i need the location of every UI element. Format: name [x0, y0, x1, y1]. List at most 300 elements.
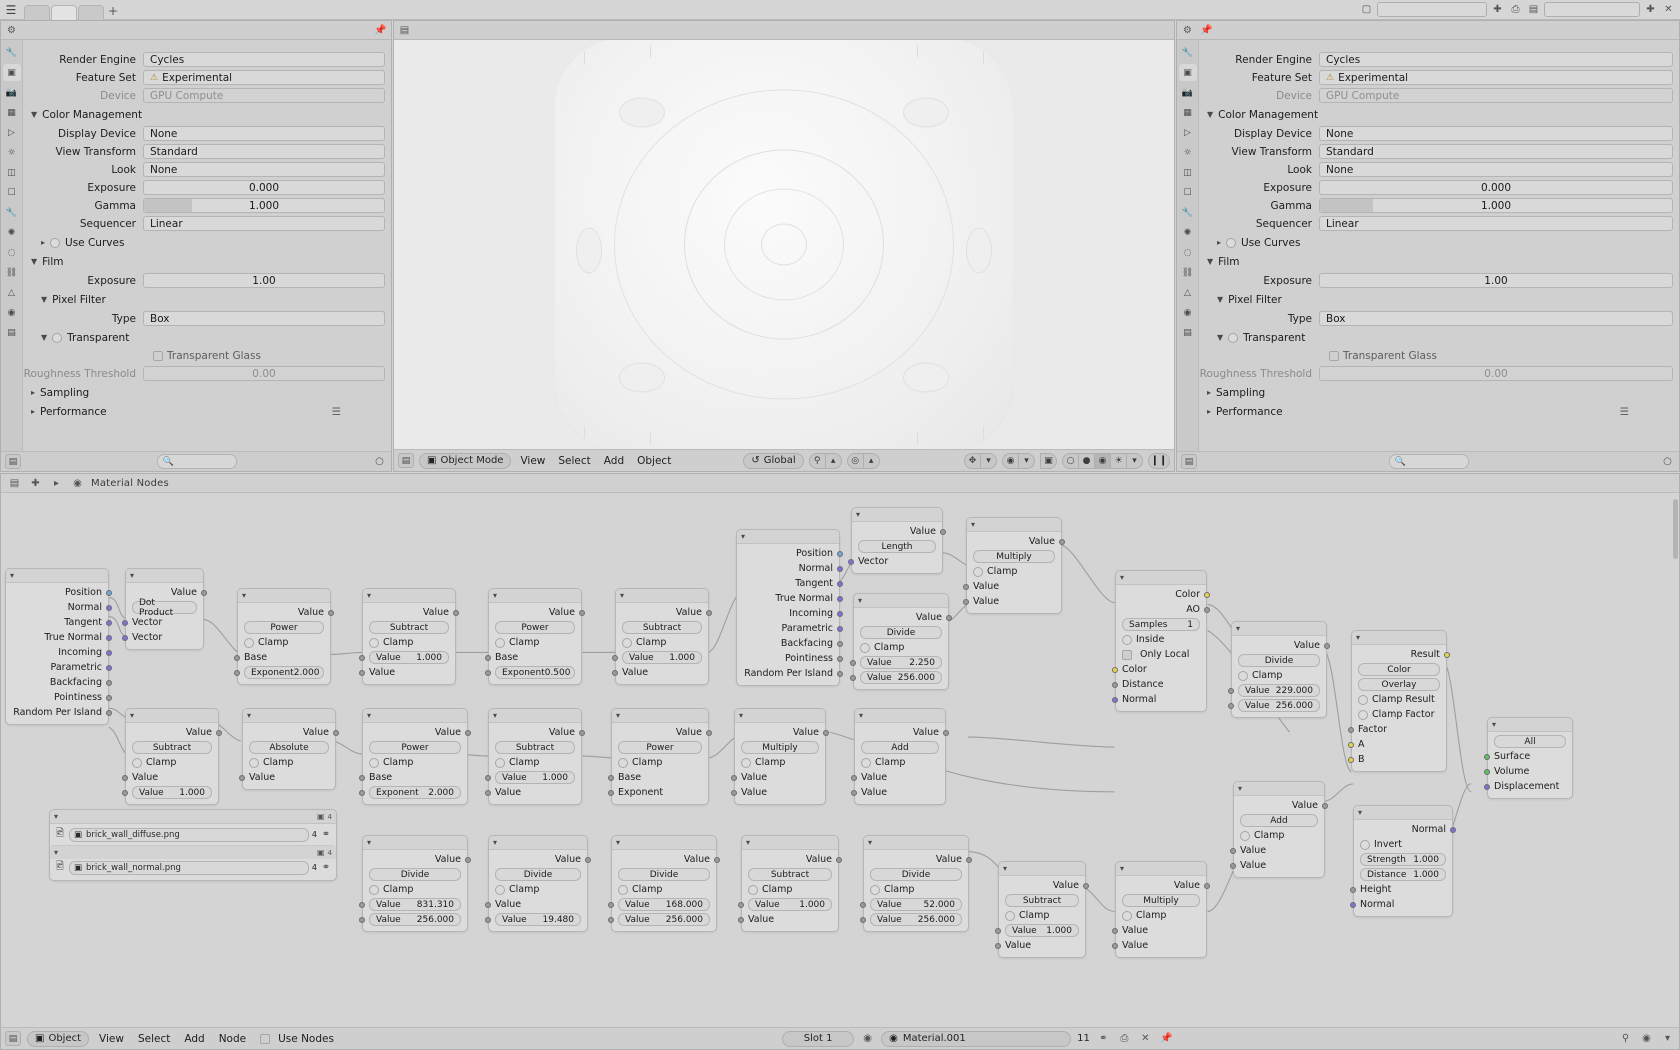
socket-value-2[interactable]: Value 256.000 — [864, 912, 968, 927]
socket-result-out[interactable]: Result — [1352, 647, 1446, 662]
node-math-subtract-6[interactable] — [998, 861, 1086, 958]
socket-value-out[interactable]: Value — [735, 725, 825, 740]
socket-dot[interactable] — [239, 775, 245, 781]
socket-dot[interactable] — [106, 590, 112, 596]
shading-dropdown-icon[interactable]: ▾ — [1126, 453, 1143, 469]
mode-selector[interactable] — [419, 453, 511, 469]
node-header[interactable] — [852, 508, 942, 522]
node-header[interactable] — [126, 569, 203, 583]
image-row-2[interactable] — [50, 859, 336, 876]
socket-value-2[interactable]: Value — [616, 665, 708, 680]
node-header[interactable] — [1232, 622, 1326, 636]
new-viewlayer-icon[interactable]: ✚ — [1646, 4, 1655, 15]
socket-dot[interactable] — [122, 635, 128, 641]
socket-true-normal[interactable]: True Normal — [737, 591, 839, 606]
socket-normal[interactable]: Normal — [737, 561, 839, 576]
film-exposure-field[interactable]: 1.00 — [143, 273, 385, 288]
view-transform-dropdown[interactable]: Standard — [1319, 144, 1673, 159]
clamp-checkbox-row[interactable]: Clamp — [612, 882, 716, 897]
clamp-checkbox[interactable] — [1005, 911, 1015, 921]
socket-dot[interactable] — [106, 635, 112, 641]
clamp-checkbox[interactable] — [1238, 671, 1248, 681]
editor-type-icon[interactable]: ▤ — [9, 477, 20, 489]
tab-particles[interactable]: ✺ — [7, 227, 16, 238]
socket-dot[interactable] — [106, 680, 112, 686]
socket-vector-2[interactable]: Vector — [126, 630, 203, 645]
clamp-checkbox[interactable] — [741, 758, 751, 768]
menu-select[interactable]: Select — [137, 1032, 171, 1045]
socket-dot[interactable] — [1484, 784, 1490, 790]
clamp-checkbox[interactable] — [244, 638, 254, 648]
display-device-dropdown[interactable]: None — [1319, 126, 1673, 141]
node-header[interactable] — [612, 709, 708, 723]
material-preview-icon[interactable]: ◉ — [1094, 453, 1111, 469]
view-transform-dropdown[interactable]: Standard — [143, 144, 385, 159]
clamp-checkbox-row[interactable]: Clamp — [363, 882, 467, 897]
clamp-checkbox[interactable] — [870, 885, 880, 895]
socket-dot[interactable] — [359, 790, 365, 796]
clamp-checkbox-row[interactable]: Clamp — [742, 882, 838, 897]
editor-type-icon[interactable]: ▤ — [1181, 454, 1197, 469]
socket-dot[interactable] — [823, 730, 829, 736]
feature-set-dropdown[interactable] — [1319, 70, 1673, 85]
look-dropdown[interactable]: None — [143, 162, 385, 177]
clamp-checkbox[interactable] — [973, 567, 983, 577]
operation-dropdown[interactable]: Divide — [612, 867, 716, 882]
socket-position[interactable]: Position — [737, 546, 839, 561]
socket-dot[interactable] — [850, 660, 856, 666]
socket-surface[interactable]: Surface — [1488, 749, 1572, 764]
socket-value-1[interactable]: Value 52.000 — [864, 897, 968, 912]
tab-object[interactable]: ☐ — [1183, 187, 1192, 198]
socket-a[interactable]: A — [1352, 737, 1446, 752]
socket-value-out[interactable]: Value — [238, 605, 330, 620]
clamp-checkbox[interactable] — [1240, 831, 1250, 841]
socket-value-1[interactable]: Value — [967, 579, 1061, 594]
clamp-checkbox-row[interactable]: Clamp — [864, 882, 968, 897]
tab-scene[interactable]: ▷ — [8, 127, 15, 138]
clamp-checkbox[interactable] — [1122, 911, 1132, 921]
node-header[interactable] — [612, 836, 716, 850]
overlay-dropdown-icon[interactable]: ▾ — [1018, 453, 1035, 469]
socket-value-out[interactable]: Value — [742, 852, 838, 867]
roughness-threshold-field[interactable]: 0.00 — [1319, 366, 1673, 381]
socket-dot[interactable] — [216, 730, 222, 736]
socket-dot[interactable] — [359, 917, 365, 923]
socket-backfacing[interactable]: Backfacing — [6, 675, 108, 690]
socket-value-2[interactable]: Value — [735, 785, 825, 800]
socket-value-2[interactable]: Value — [1116, 938, 1206, 953]
panel-color-management[interactable] — [1199, 105, 1679, 124]
options-icon[interactable]: ☰ — [331, 405, 341, 418]
tab-modifiers[interactable]: 🔧 — [5, 207, 18, 218]
socket-dot[interactable] — [1450, 827, 1456, 833]
socket-value-1[interactable]: Value 1.000 — [742, 897, 838, 912]
node-math-subtract-5[interactable] — [741, 835, 839, 932]
socket-dot[interactable] — [995, 943, 1001, 949]
clamp-checkbox[interactable] — [369, 885, 379, 895]
wireframe-icon[interactable]: ○ — [1062, 453, 1079, 469]
socket-dot[interactable] — [731, 775, 737, 781]
tab-constraints[interactable]: ⛓ — [5, 267, 18, 278]
operation-dropdown[interactable]: Absolute — [243, 740, 335, 755]
clamp-checkbox[interactable] — [369, 638, 379, 648]
socket-true-normal[interactable]: True Normal — [6, 630, 108, 645]
operation-dropdown[interactable]: Subtract — [616, 620, 708, 635]
node-math-divide-4[interactable] — [863, 835, 969, 932]
node-math-power-2[interactable] — [488, 588, 582, 685]
transparent-glass-checkbox[interactable] — [1329, 351, 1339, 361]
node-math-absolute[interactable] — [242, 708, 336, 790]
socket-value-2[interactable]: Value — [363, 665, 455, 680]
filter-type-dropdown[interactable]: Box — [143, 311, 385, 326]
node-math-subtract-1[interactable] — [362, 588, 456, 685]
socket-dot[interactable] — [106, 695, 112, 701]
clamp-factor-row[interactable]: Clamp Factor — [1352, 707, 1446, 722]
socket-dot[interactable] — [837, 566, 843, 572]
socket-b[interactable]: B — [1352, 752, 1446, 767]
socket-dot[interactable] — [579, 730, 585, 736]
node-subheader[interactable] — [50, 845, 336, 859]
node-header[interactable] — [50, 810, 336, 824]
socket-dot[interactable] — [485, 790, 491, 796]
socket-incoming[interactable]: Incoming — [6, 645, 108, 660]
tab-output[interactable]: 📷 — [1181, 87, 1194, 98]
panel-color-management[interactable] — [23, 105, 391, 124]
socket-value-2[interactable]: Value — [1234, 858, 1324, 873]
operation-dropdown[interactable]: Multiply — [735, 740, 825, 755]
socket-tangent[interactable]: Tangent — [6, 615, 108, 630]
gizmo-icon[interactable]: ✥ — [964, 453, 981, 469]
panel-sampling[interactable] — [1199, 383, 1679, 402]
scene-field[interactable] — [1377, 2, 1487, 17]
socket-displacement[interactable]: Displacement — [1488, 779, 1572, 794]
operation-dropdown[interactable]: Subtract — [363, 620, 455, 635]
socket-volume[interactable]: Volume — [1488, 764, 1572, 779]
snap-icon[interactable]: ⚲ — [1621, 1033, 1630, 1044]
node-math-divide-5[interactable] — [853, 593, 949, 690]
socket-dot[interactable] — [485, 775, 491, 781]
clamp-checkbox-row[interactable]: Clamp — [855, 755, 945, 770]
clamp-checkbox[interactable] — [861, 758, 871, 768]
socket-dot[interactable] — [453, 610, 459, 616]
image-browse-icon[interactable]: ▣ — [316, 812, 325, 821]
socket-value-out[interactable]: Value — [1234, 798, 1324, 813]
socket-tangent[interactable]: Tangent — [737, 576, 839, 591]
socket-dot[interactable] — [333, 730, 339, 736]
socket-dot[interactable] — [612, 670, 618, 676]
node-header[interactable] — [1352, 631, 1446, 645]
tab-physics[interactable]: ◌ — [7, 247, 16, 258]
editor-type-icon[interactable]: ▤ — [399, 24, 410, 36]
clamp-checkbox-row[interactable]: Clamp — [616, 635, 708, 650]
node-header[interactable] — [616, 589, 708, 603]
gamma-slider[interactable] — [1319, 198, 1673, 213]
tab-collection[interactable]: ◫ — [1183, 167, 1192, 178]
panel-use-curves[interactable] — [1199, 233, 1679, 252]
collapse-icon[interactable]: ○ — [1663, 456, 1672, 467]
use-nodes-checkbox[interactable] — [260, 1034, 270, 1044]
socket-dot[interactable] — [943, 730, 949, 736]
socket-value-out[interactable]: Value — [1232, 638, 1326, 653]
socket-value-2[interactable]: Value 1.000 — [126, 785, 218, 800]
node-math-divide-2[interactable] — [488, 835, 588, 932]
socket-value-1[interactable]: Value — [1234, 843, 1324, 858]
operation-dropdown[interactable]: Power — [238, 620, 330, 635]
socket-dot[interactable] — [860, 902, 866, 908]
clamp-checkbox[interactable] — [495, 885, 505, 895]
node-header[interactable] — [1354, 806, 1452, 820]
socket-value-1[interactable]: Value 831.310 — [363, 897, 467, 912]
device-dropdown[interactable]: GPU Compute — [1319, 88, 1673, 103]
overlays-icon[interactable]: ◉ — [1642, 1033, 1651, 1044]
socket-dot[interactable] — [122, 620, 128, 626]
socket-dot[interactable] — [1228, 703, 1234, 709]
panel-film[interactable] — [23, 252, 391, 271]
node-math-power-3[interactable] — [362, 708, 468, 805]
socket-dot[interactable] — [1228, 688, 1234, 694]
socket-dot[interactable] — [706, 730, 712, 736]
panel-performance[interactable] — [1199, 402, 1679, 421]
panel-performance[interactable] — [23, 402, 391, 421]
socket-value-out[interactable]: Value — [363, 605, 455, 620]
feature-set-dropdown[interactable] — [143, 70, 385, 85]
node-header[interactable] — [6, 569, 108, 583]
rendered-icon[interactable]: ☀ — [1110, 453, 1127, 469]
film-exposure-field[interactable]: 1.00 — [1319, 273, 1673, 288]
socket-value-out[interactable]: Value — [852, 524, 942, 539]
socket-height[interactable]: Height — [1354, 882, 1452, 897]
node-header[interactable] — [742, 836, 838, 850]
render-engine-dropdown[interactable]: Cycles — [1319, 52, 1673, 67]
remove-viewlayer-icon[interactable]: ✕ — [1664, 4, 1673, 15]
gamma-slider[interactable] — [143, 198, 385, 213]
node-math-divide-1[interactable] — [362, 835, 468, 932]
clamp-result-checkbox[interactable] — [1358, 695, 1368, 705]
socket-value-out[interactable]: Value — [854, 610, 948, 625]
clamp-checkbox-row[interactable]: Clamp — [363, 635, 455, 650]
tab-physics[interactable]: ◌ — [1183, 247, 1192, 258]
look-dropdown[interactable]: None — [1319, 162, 1673, 177]
sequencer-dropdown[interactable]: Linear — [1319, 216, 1673, 231]
transparent-checkbox[interactable] — [1228, 333, 1238, 343]
socket-dot[interactable] — [1350, 887, 1356, 893]
socket-distance-in[interactable]: Distance — [1116, 677, 1206, 692]
distance-field[interactable]: Distance 1.000 — [1354, 867, 1452, 882]
socket-dot[interactable] — [731, 790, 737, 796]
clamp-checkbox[interactable] — [618, 885, 628, 895]
node-header[interactable] — [854, 594, 948, 608]
proportional-edit-icon[interactable]: ◎ — [847, 453, 864, 469]
socket-dot[interactable] — [837, 641, 843, 647]
device-dropdown[interactable]: GPU Compute — [143, 88, 385, 103]
socket-value-out[interactable]: Value — [967, 534, 1061, 549]
socket-ao-out[interactable]: AO — [1116, 602, 1206, 617]
collapse-icon[interactable]: ○ — [375, 456, 384, 467]
operation-dropdown[interactable]: Subtract — [126, 740, 218, 755]
socket-value-out[interactable]: Value — [864, 852, 968, 867]
pause-icon[interactable]: ❙❙ — [1148, 453, 1170, 469]
socket-normal-out[interactable]: Normal — [1354, 822, 1452, 837]
socket-pointiness[interactable]: Pointiness — [737, 651, 839, 666]
clamp-result-row[interactable]: Clamp Result — [1352, 692, 1446, 707]
node-math-subtract-4[interactable] — [488, 708, 582, 805]
socket-backfacing[interactable]: Backfacing — [737, 636, 839, 651]
new-scene-icon[interactable]: ✚ — [1493, 4, 1502, 15]
panel-use-curves[interactable] — [23, 233, 391, 252]
tab-render[interactable]: ▣ — [1179, 64, 1197, 81]
panel-film[interactable] — [1199, 252, 1679, 271]
magnet-icon[interactable]: ⚲ — [809, 453, 826, 469]
editor-type-icon[interactable]: ▤ — [5, 1031, 21, 1046]
node-math-power-1[interactable] — [237, 588, 331, 685]
socket-dot[interactable] — [837, 611, 843, 617]
socket-dot[interactable] — [106, 665, 112, 671]
clamp-checkbox[interactable] — [495, 758, 505, 768]
socket-dot[interactable] — [201, 590, 207, 596]
editor-type-icon[interactable]: ▤ — [5, 454, 21, 469]
node-material-output[interactable] — [1487, 717, 1573, 799]
socket-dot[interactable] — [851, 775, 857, 781]
node-vector-math-dot-product[interactable] — [125, 568, 204, 650]
socket-value-1[interactable]: Value 1.000 — [616, 650, 708, 665]
options-icon[interactable]: ▾ — [1665, 1033, 1671, 1044]
panel-sampling[interactable] — [23, 383, 391, 402]
socket-value-2[interactable]: Value 256.000 — [1232, 698, 1326, 713]
node-image-texture-group[interactable] — [49, 809, 337, 881]
socket-base[interactable]: Base — [238, 650, 330, 665]
use-curves-checkbox[interactable] — [1226, 238, 1236, 248]
tab-material[interactable]: ◉ — [1183, 307, 1192, 318]
clamp-checkbox[interactable] — [495, 638, 505, 648]
socket-dot[interactable] — [1230, 863, 1236, 869]
clamp-checkbox[interactable] — [748, 885, 758, 895]
clamp-checkbox-row[interactable]: Clamp — [1234, 828, 1324, 843]
tab-view-layer[interactable]: ▦ — [1183, 107, 1192, 118]
socket-color-in[interactable]: Color — [1116, 662, 1206, 677]
clamp-checkbox-row[interactable]: Clamp — [238, 635, 330, 650]
socket-dot[interactable] — [946, 615, 952, 621]
vertical-scrollbar[interactable] — [1673, 499, 1678, 559]
socket-pointiness[interactable]: Pointiness — [6, 690, 108, 705]
socket-exponent[interactable]: Exponent 2.000 — [363, 785, 467, 800]
socket-value-2[interactable]: Value 256.000 — [363, 912, 467, 927]
shield-icon[interactable]: ⚭ — [1099, 1033, 1108, 1044]
node-header[interactable] — [855, 709, 945, 723]
socket-dot[interactable] — [963, 599, 969, 605]
socket-value-1[interactable]: Value 2.250 — [854, 655, 948, 670]
panel-transparent[interactable] — [1199, 328, 1679, 347]
clamp-checkbox[interactable] — [132, 758, 142, 768]
use-nodes-toggle[interactable] — [256, 1033, 338, 1045]
tab-object-data[interactable]: △ — [8, 287, 15, 298]
node-geometry-1[interactable] — [5, 568, 109, 725]
tab-render[interactable]: ▣ — [3, 64, 21, 81]
render-engine-dropdown[interactable]: Cycles — [143, 52, 385, 67]
socket-dot[interactable] — [485, 670, 491, 676]
socket-normal[interactable]: Normal — [6, 600, 108, 615]
shader-type-selector[interactable] — [27, 1031, 89, 1047]
operation-dropdown[interactable]: Divide — [854, 625, 948, 640]
node-header[interactable] — [864, 836, 968, 850]
image-name-field-2[interactable]: ▣ brick_wall_normal.png — [69, 861, 309, 875]
samples-field[interactable]: Samples 1 — [1116, 617, 1206, 632]
pin-icon[interactable]: 📌 — [1200, 24, 1213, 36]
tab-world[interactable]: ☼ — [7, 147, 16, 158]
socket-value-out[interactable]: Value — [363, 725, 467, 740]
tab-particles[interactable]: ✺ — [1183, 227, 1192, 238]
socket-value-2[interactable]: Value — [855, 785, 945, 800]
exposure-slider[interactable] — [143, 180, 385, 195]
clamp-checkbox-row[interactable]: Clamp — [489, 635, 581, 650]
node-mix-rgb-overlay[interactable] — [1351, 630, 1447, 772]
socket-value-2[interactable]: Value 256.000 — [854, 670, 948, 685]
socket-dot[interactable] — [1112, 697, 1118, 703]
socket-dot[interactable] — [234, 655, 240, 661]
clamp-checkbox-row[interactable]: Clamp — [612, 755, 708, 770]
socket-exponent[interactable]: Exponent 2.000 — [238, 665, 330, 680]
blend-mode-dropdown[interactable]: Overlay — [1352, 677, 1446, 692]
pin-icon[interactable]: 📌 — [1160, 1033, 1173, 1044]
search-input[interactable] — [157, 454, 237, 469]
socket-parametric[interactable]: Parametric — [737, 621, 839, 636]
node-canvas[interactable] — [1, 493, 1679, 1027]
node-header[interactable] — [489, 709, 581, 723]
socket-dot[interactable] — [359, 902, 365, 908]
socket-value-out[interactable]: Value — [489, 852, 587, 867]
socket-value-out[interactable]: Value — [612, 725, 708, 740]
socket-dot[interactable] — [1112, 667, 1118, 673]
socket-dot[interactable] — [851, 790, 857, 796]
node-header[interactable] — [1234, 782, 1324, 796]
tab-tool[interactable]: 🔧 — [1181, 47, 1194, 58]
socket-dot[interactable] — [359, 655, 365, 661]
socket-dot[interactable] — [1444, 652, 1450, 658]
socket-dot[interactable] — [1230, 848, 1236, 854]
socket-value-1[interactable]: Value 168.000 — [612, 897, 716, 912]
socket-dot[interactable] — [608, 790, 614, 796]
operation-dropdown[interactable]: Add — [855, 740, 945, 755]
socket-dot[interactable] — [738, 902, 744, 908]
tab-texture[interactable]: ▤ — [1183, 327, 1192, 338]
image-browse-icon[interactable]: ▣ — [316, 848, 325, 857]
node-math-multiply-1[interactable] — [734, 708, 826, 805]
node-header[interactable] — [126, 709, 218, 723]
socket-dot[interactable] — [485, 917, 491, 923]
node-header[interactable] — [967, 518, 1061, 532]
slot-dropdown[interactable] — [782, 1031, 854, 1047]
clamp-checkbox[interactable] — [369, 758, 379, 768]
shield-icon[interactable]: ⚭ — [321, 829, 331, 840]
socket-dot[interactable] — [359, 670, 365, 676]
socket-dot[interactable] — [1484, 769, 1490, 775]
node-header[interactable] — [999, 862, 1085, 876]
socket-dot[interactable] — [1350, 902, 1356, 908]
node-math-multiply-2[interactable] — [1115, 861, 1207, 958]
socket-value-1[interactable]: Value — [126, 770, 218, 785]
socket-exponent[interactable]: Exponent 0.500 — [489, 665, 581, 680]
socket-dot[interactable] — [1204, 592, 1210, 598]
tab-texture[interactable]: ▤ — [7, 327, 16, 338]
node-header[interactable] — [363, 709, 467, 723]
socket-vector[interactable]: Vector — [852, 554, 942, 569]
operation-dropdown[interactable]: Subtract — [742, 867, 838, 882]
socket-dot[interactable] — [1059, 539, 1065, 545]
socket-value-1[interactable]: Value 1.000 — [999, 923, 1085, 938]
node-header[interactable] — [243, 709, 335, 723]
node-ambient-occlusion[interactable] — [1115, 570, 1207, 712]
proportional-falloff-icon[interactable]: ▴ — [863, 453, 880, 469]
